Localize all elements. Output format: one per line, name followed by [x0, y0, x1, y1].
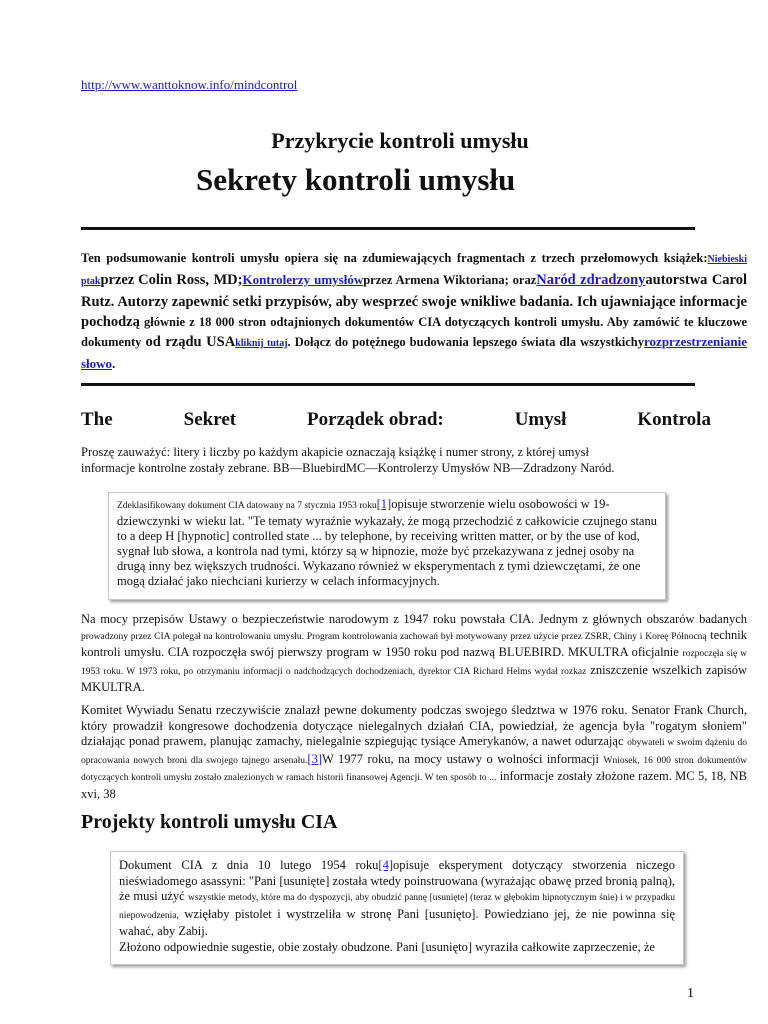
page-number: 1	[687, 986, 694, 1001]
section-heading-row	[81, 409, 711, 431]
heading-word-1: The	[81, 409, 113, 430]
para2-line-2: obywateli w swoim dążeniu do opracowania nowych broni dla swojego tajnego arsenału.	[81, 738, 747, 766]
intro-text-9: .	[112, 357, 116, 371]
horizontal-rule-middle	[81, 383, 695, 386]
heading-word-3: Porządek obrad:	[307, 409, 444, 430]
para2-line-1: Komitet Wywiadu Senatu rzeczywiście znalazł pewne dokumenty podczas swojego śledztwa w 1976 roku. Senator Frank Church, który prowadził kongresowe dochodzenia dotyczące nielegalnych działań CIA, powiedział, że agencja była "rogatym słoniem" działając ponad prawem, planując zamachy, nielegalnie szpiegując tysiące Amerykanów, a nawet odurzając	[81, 703, 747, 748]
heading-word-5: Kontrola	[637, 409, 711, 430]
para1-line-2: prowadzony przez CIA polegał na kontrolowaniu umysłu. Program kontrolowania zachowań był motywowany przez użycie przez ZSRR, Chiny i Koreę Północną	[81, 631, 707, 642]
heading-word-4: Umysł	[514, 409, 567, 430]
link-rozprzestrzenianie-slowo[interactable]: rozprzestrzenianie słowo	[81, 334, 748, 371]
paragraph-cia-history	[81, 612, 747, 696]
horizontal-rule-top	[81, 227, 695, 230]
intro-text-1: Ten podsumowanie kontroli umysłu opiera się na zdumiewających fragmentach z trzech przełomowych książek:	[81, 251, 708, 265]
intro-text-3: Colin Ross, MD;	[138, 272, 243, 288]
source-url-link[interactable]: http://www.wanttoknow.info/mindcontrol	[81, 77, 298, 92]
section-heading-projects: Projekty kontroli umysłu CIA	[81, 811, 338, 833]
quote-box-2-line-2: wszystkie metody, które ma do dyspozycji, aby obudzić pannę [usunięte] (teraz w głębokim hipnotycznym śnie) i w przypadku niepowodzenia,	[119, 893, 675, 921]
source-note: Proszę zauważyć: litery i liczby po każdym akapicie oznaczają książkę i numer strony, z której umysł informacje kontrolne zostały zebrane. BB—BluebirdMC—Kontrolerzy Umysłów NB—Zdradzony Naród.	[81, 445, 615, 475]
link-narod-zdradzony[interactable]: Naród zdradzony	[536, 272, 646, 288]
intro-text-5: autorstwa Carol Rutz. Autorzy zapewnić setki przypisów, aby wesprzeć swoje wnikliwe badania. Ich ujawniające informacje pochodzą	[81, 272, 748, 330]
intro-text-6: głównie z 18 000 stron odtajnionych dokumentów CIA dotyczących kontroli umysłu. Aby zamówić te kluczowe dokumenty	[81, 315, 748, 349]
link-kontrolerzy-umyslow[interactable]: Kontrolerzy umysłów	[242, 272, 364, 287]
page-title: Sekrety kontroli umysłu	[196, 162, 516, 197]
quote-box-1-lead: Zdeklasifikowany dokument CIA datowany na 7 stycznia 1953 roku	[117, 501, 377, 511]
link-niebieski-ptak[interactable]: Niebieski ptak	[81, 254, 747, 287]
footnote-link-1[interactable]: [1]	[376, 497, 392, 511]
quote-box-2-line-4: Złożono odpowiednie sugestie, obie zostały obudzone. Pani [usunięto] wyraziła całkowite zaprzeczenie, że	[119, 939, 655, 954]
paragraph-senate-committee	[81, 703, 747, 802]
quote-box-1-text	[117, 497, 657, 589]
quote-box-2-line-3: wzięłaby pistolet i wystrzeliła w stronę Pani [usunięto]. Powiedziano jej, że nie powinna się wahać, aby Zabij.	[119, 906, 675, 938]
intro-text-8: . Dołącz do potężnego budowania lepszego świata dla wszystkichy	[287, 335, 645, 349]
quote-box-2-text	[119, 858, 675, 955]
para2-line-3: W 1977 roku, na mocy ustawy o wolności informacji	[321, 751, 599, 766]
quote-box-1	[108, 492, 666, 600]
para1-line-1: Na mocy przepisów Ustawy o bezpieczeństwie narodowym z 1947 roku powstała CIA. Jednym z głównych obszarów badanych	[81, 612, 747, 626]
page-subtitle: Przykrycie kontroli umysłu	[271, 128, 529, 153]
para2-line-5: informacje zostały złożone razem. MC 5, 18, NB xvi, 38	[81, 769, 748, 801]
intro-paragraph	[81, 248, 747, 374]
para1-line-4: rozpoczęła się w 1953 roku. W 1973 roku, po otrzymaniu informacji o nadchodzących dochodzeniach, dyrektor CIA Richard Helms wydał rozkaz	[81, 649, 748, 677]
intro-text-4: przez Armena Wiktoriana; oraz	[363, 273, 537, 287]
footnote-link-3[interactable]: [3]	[307, 751, 322, 766]
para1-line-3: technik kontroli umysłu. CIA rozpoczęła swój pierwszy program w 1950 roku pod nazwą BLUEBIRD. MKULTRA oficjalnie	[81, 627, 747, 659]
quote-box-2	[110, 851, 684, 965]
footnote-link-4[interactable]: [4]	[378, 858, 393, 872]
link-kliknij-tutaj[interactable]: kliknij tutaj	[235, 338, 288, 349]
quote-box-2-line-1: opisuje eksperyment dotyczący stworzenia niczego nieświadomego asassyni: "Pani [usunięte] została wtedy poinstruowana (wyrażając obawę przed bronią palną), że musi użyć	[119, 858, 675, 903]
intro-text-2: przez	[100, 272, 135, 288]
heading-word-2: Sekret	[183, 409, 237, 430]
quote-box-2-lead: Dokument CIA z dnia 10 lutego 1954 roku	[119, 858, 379, 872]
quote-box-1-body: opisuje stworzenie wielu osobowości w 19-dziewczynki w wieku lat. "Te tematy wyraźnie wykazały, że mogą przechodzić z całkowicie czujnego stanu to a deep H [hypnotic] controlled state ... by telephone, by receiving written matter, or by the use of kod, sygnał lub słowa, a kontrola nad tymi, którzy są w hipnozie, może być przekazywana z jednej osoby na drugą inny bez większych trudności. Wykazano również w eksperymentach z tymi dziewczętami, że one mogą działać jako niechciani kurierzy w celach informacyjnych.	[117, 497, 657, 588]
para1-line-5: zniszczenie wszelkich zapisów MKULTRA.	[81, 662, 748, 694]
para2-line-4: Wniosek, 16 000 stron dokumentów dotyczących kontroli umysłu zostało znalezionych w ramach historii finansowej Agencji. W ten sposób to ...	[81, 755, 747, 783]
intro-text-7: od rządu USA	[145, 334, 236, 350]
